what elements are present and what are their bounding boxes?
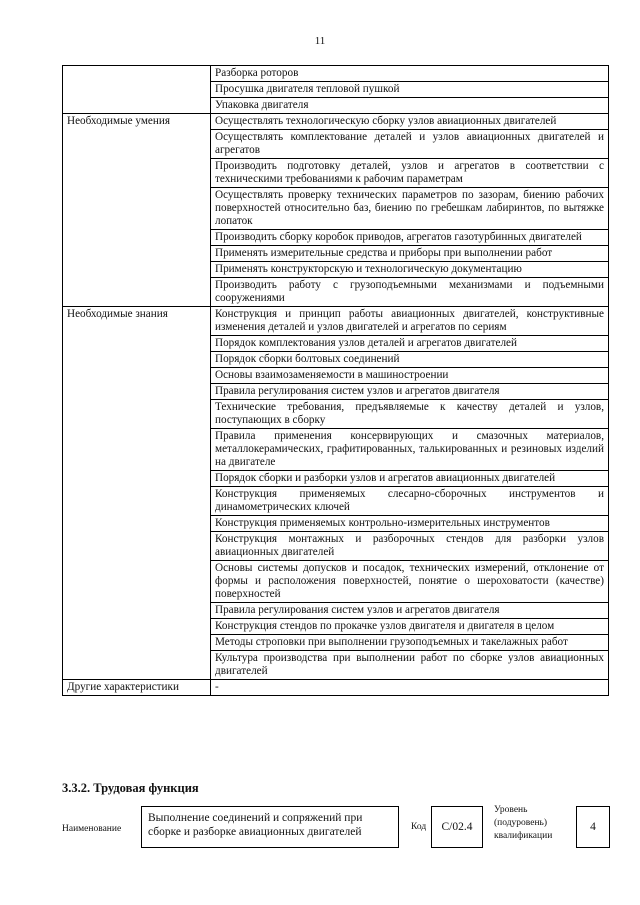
qualification-level-box: 4 [576,806,610,848]
table-cell: Правила регулирования систем узлов и агрегатов двигателя [211,384,609,400]
table-cell: Конструкция монтажных и разборочных стендов для разборки узлов авиационных двигателей [211,532,609,561]
table-cell: Основы взаимозаменяемости в машиностроении [211,368,609,384]
section-title: 3.3.2. Трудовая функция [62,781,199,795]
table-cell: Упаковка двигателя [211,98,609,114]
table-cell: Правила регулирования систем узлов и агрегатов двигателя [211,603,609,619]
table-cell: Осуществлять комплектование деталей и узлов авиационных двигателей и агрегатов [211,130,609,159]
table-cell: Конструкция применяемых слесарно-сборочных инструментов и динамометрических ключей [211,487,609,516]
labor-function-header [62,806,610,860]
table-cell: Конструкция применяемых контрольно-измерительных инструментов [211,516,609,532]
competency-table [62,65,609,696]
table-cell: Применять конструкторскую и технологическую документацию [211,262,609,278]
table-row [63,114,609,130]
table-cell: Осуществлять технологическую сборку узлов авиационных двигателей [211,114,609,130]
table-cell: - [211,680,609,696]
row-label-cell: Необходимые умения [63,114,211,307]
table-cell: Основы системы допусков и посадок, технических измерений, отклонение от формы и расположения поверхностей, понятие о шероховатости (качестве) поверхностей [211,561,609,603]
row-label-cell [63,66,211,114]
row-label-cell: Другие характеристики [63,680,211,696]
table-cell: Правила применения консервирующих и смазочных материалов, металлокерамических, графитированных, талькированных и резиновых изделий на двигателе [211,429,609,471]
table-cell: Культура производства при выполнении работ по сборке узлов авиационных двигателей [211,651,609,680]
qualification-level-label-text: Уровень (подуровень) квалификации [494,805,553,841]
function-name-box: Выполнение соединений и сопряжений при сборке и разборке авиационных двигателей [141,806,399,848]
table-row [63,66,609,82]
table-cell: Производить сборку коробок приводов, агрегатов газотурбинных двигателей [211,230,609,246]
table-cell: Производить работу с грузоподъемными механизмами и подъемными сооружениями [211,278,609,307]
table-cell: Порядок комплектования узлов деталей и агрегатов двигателей [211,336,609,352]
table-cell: Порядок сборки и разборки узлов и агрегатов авиационных двигателей [211,471,609,487]
table-cell: Применять измерительные средства и приборы при выполнении работ [211,246,609,262]
table-cell: Конструкция и принцип работы авиационных двигателей, конструктивные изменения деталей и узлов двигателей и агрегатов по сериям [211,307,609,336]
row-label-cell: Необходимые знания [63,307,211,680]
table-cell: Разборка роторов [211,66,609,82]
table-row [63,307,609,336]
table-cell: Производить подготовку деталей, узлов и агрегатов в соответствии с техническими требованиями к рабочим параметрам [211,159,609,188]
name-label: Наименование [62,824,122,834]
table-row [63,680,609,696]
table-cell: Порядок сборки болтовых соединений [211,352,609,368]
table-cell: Технические требования, предъявляемые к качеству деталей и узлов, поступающих в сборку [211,400,609,429]
table-cell: Методы строповки при выполнении грузоподъемных и такелажных работ [211,635,609,651]
code-label: Код [411,822,427,832]
page-number: 11 [314,35,326,47]
competency-table-body [63,66,609,696]
function-code-box: C/02.4 [431,806,483,848]
table-cell: Просушка двигателя тепловой пушкой [211,82,609,98]
table-cell: Осуществлять проверку технических параметров по зазорам, биению рабочих поверхностей относительно баз, биению по гребешкам лабиринтов, по вытяжке лопаток [211,188,609,230]
qualification-level-label [494,804,566,843]
table-cell: Конструкция стендов по прокачке узлов двигателя и двигателя в целом [211,619,609,635]
